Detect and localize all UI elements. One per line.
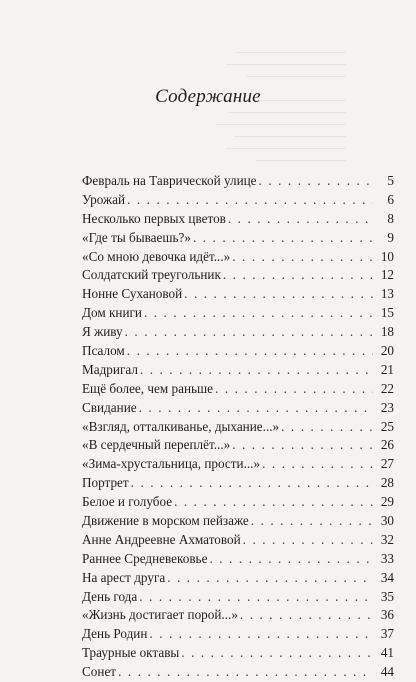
toc-entry-page-number: 12	[380, 267, 394, 283]
toc-entry-title: Я живу	[82, 324, 123, 340]
dot-leader	[118, 663, 373, 682]
dot-leader	[139, 588, 373, 607]
toc-entry-page-number: 18	[380, 324, 394, 340]
toc-entry	[82, 455, 394, 474]
dot-leader	[181, 644, 373, 663]
toc-entry-page-number: 8	[387, 210, 394, 226]
toc-entry-title: День Родин	[82, 626, 148, 642]
dot-leader	[140, 361, 373, 380]
dot-leader	[262, 455, 373, 474]
toc-entry-page-number: 33	[380, 550, 394, 566]
toc-entry	[82, 172, 394, 191]
toc-entry-title: Мадригал	[82, 361, 138, 377]
dot-leader	[184, 285, 373, 304]
toc-entry-page-number: 22	[380, 380, 394, 396]
toc-entry	[82, 569, 394, 588]
toc-entry	[82, 266, 394, 285]
toc-entry	[82, 323, 394, 342]
toc-entry-title: Анне Андреевне Ахматовой	[82, 531, 241, 547]
toc-entry	[82, 625, 394, 644]
dot-leader	[209, 550, 373, 569]
dot-leader	[125, 323, 373, 342]
dot-leader	[281, 418, 373, 437]
dot-leader	[139, 399, 373, 418]
toc-entry	[82, 663, 394, 682]
toc-entry-title: Ещё более, чем раньше	[82, 380, 214, 396]
toc-entry-page-number: 28	[380, 475, 394, 491]
toc-entry-page-number: 26	[380, 437, 394, 453]
dot-leader	[240, 606, 373, 625]
toc-entry-page-number: 32	[380, 531, 394, 547]
toc-entry-title: Свидание	[82, 399, 137, 415]
toc-entry-page-number: 23	[380, 399, 394, 415]
toc-entry-title: Урожай	[82, 191, 126, 207]
toc-entry	[82, 550, 394, 569]
toc-entry-page-number: 44	[380, 664, 394, 680]
toc-entry-page-number: 9	[387, 229, 394, 245]
dot-leader	[167, 569, 373, 588]
dot-leader	[215, 380, 373, 399]
toc-entry-title: Солдатский треугольник	[82, 267, 221, 283]
toc-entry	[82, 399, 394, 418]
toc-entry	[82, 380, 394, 399]
dot-leader	[259, 172, 373, 191]
toc-entry-page-number: 41	[380, 645, 394, 661]
dot-leader	[232, 436, 373, 455]
toc-entry	[82, 304, 394, 323]
toc-entry	[82, 493, 394, 512]
dot-leader	[127, 342, 373, 361]
toc-entry-page-number: 36	[380, 607, 394, 623]
toc-entry-page-number: 5	[387, 173, 394, 188]
toc-entry	[82, 285, 394, 304]
toc-entry-title: Траурные октавы	[82, 645, 180, 661]
toc-entry-title: Нонне Сухановой	[82, 286, 183, 302]
toc-entry	[82, 229, 394, 248]
toc-entry-page-number: 27	[380, 456, 394, 472]
toc-entry-page-number: 13	[380, 286, 394, 302]
toc-entry-page-number: 25	[380, 418, 394, 434]
toc-entry-page-number: 29	[380, 494, 394, 510]
dot-leader	[243, 531, 373, 550]
toc-entry-page-number: 34	[380, 569, 394, 585]
toc-entry-page-number: 30	[380, 513, 394, 529]
toc-entry	[82, 342, 394, 361]
toc-entry-page-number: 10	[380, 248, 394, 264]
toc-entry	[82, 512, 394, 531]
toc-entry-page-number: 20	[380, 343, 394, 359]
table-of-contents	[82, 172, 394, 682]
toc-entry	[82, 436, 394, 455]
toc-entry-title: На арест друга	[82, 569, 166, 585]
toc-entry-title: Белое и голубое	[82, 494, 173, 510]
dot-leader	[174, 493, 373, 512]
toc-entry-page-number: 6	[387, 191, 394, 207]
toc-entry	[82, 588, 394, 607]
toc-entry-title: Несколько первых цветов	[82, 210, 226, 226]
dot-leader	[232, 248, 373, 267]
toc-entry-title: Раннее Средневековье	[82, 550, 208, 566]
toc-entry-title: «Где ты бываешь?»	[82, 229, 191, 245]
toc-entry	[82, 248, 394, 267]
dot-leader	[127, 191, 373, 210]
dot-leader	[228, 210, 373, 229]
toc-entry-title: День года	[82, 588, 138, 604]
toc-entry-page-number: 15	[380, 305, 394, 321]
toc-entry	[82, 474, 394, 493]
toc-entry-title: Псалом	[82, 343, 125, 359]
toc-entry-title: «В сердечный переплёт...»	[82, 437, 231, 453]
toc-entry	[82, 361, 394, 380]
toc-entry-page-number: 37	[380, 626, 394, 642]
toc-entry-title: Дом книги	[82, 305, 142, 321]
toc-entry	[82, 531, 394, 550]
toc-entry-page-number: 21	[380, 361, 394, 377]
dot-leader	[251, 512, 373, 531]
toc-entry-title: «Взгляд, отталкиванье, дыхание...»	[82, 418, 280, 434]
toc-entry-title: Сонет	[82, 664, 117, 680]
dot-leader	[193, 229, 373, 248]
toc-entry-page-number: 35	[380, 588, 394, 604]
toc-entry-title: «Со мною девочка идёт...»	[82, 248, 231, 264]
toc-entry	[82, 210, 394, 229]
toc-entry-title: «Жизнь достигает порой...»	[82, 607, 238, 623]
toc-entry-title: «Зима-хрустальница, прости...»	[82, 456, 261, 472]
dot-leader	[223, 266, 373, 285]
contents-heading: Содержание	[155, 86, 261, 107]
toc-entry-title: Движение в морском пейзаже	[82, 513, 249, 529]
toc-entry	[82, 418, 394, 437]
dot-leader	[149, 625, 373, 644]
toc-entry-title: Февраль на Таврической улице	[82, 173, 257, 188]
dot-leader	[131, 474, 373, 493]
dot-leader	[144, 304, 373, 323]
toc-entry	[82, 606, 394, 625]
toc-entry	[82, 191, 394, 210]
toc-entry-title: Портрет	[82, 475, 129, 491]
toc-entry	[82, 644, 394, 663]
